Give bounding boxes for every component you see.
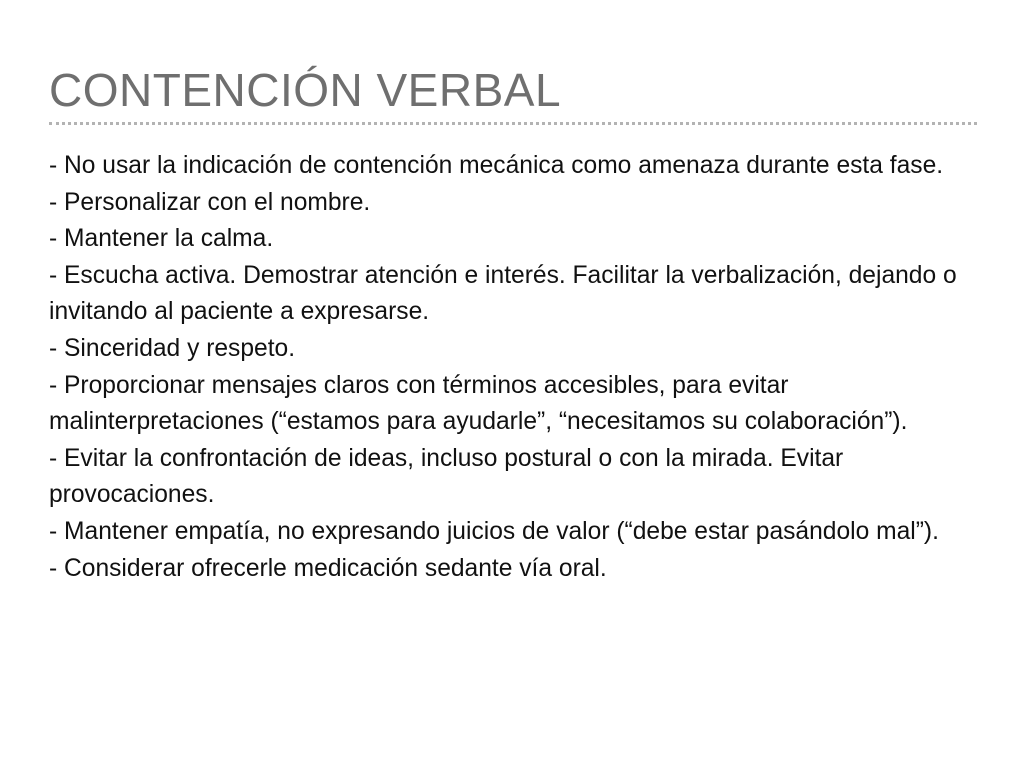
list-item: - Mantener empatía, no expresando juicios de valor (“debe estar pasándolo mal”). [49, 517, 939, 545]
list-item: - Considerar ofrecerle medicación sedante vía oral. [49, 554, 607, 582]
list-item: - Mantener la calma. [49, 225, 274, 253]
list-item: - Personalizar con el nombre. [49, 188, 371, 216]
slide-title: CONTENCIÓN VERBAL [49, 64, 562, 116]
list-item: - Evitar la confrontación de ideas, incluso postural o con la mirada. Evitar provocaciones. [49, 444, 844, 509]
list-item: - Proporcionar mensajes claros con términos accesibles, para evitar malinterpretaciones (“estamos para ayudarle”, “necesitamos su colaboración”). [49, 371, 908, 436]
list-item: - Escucha activa. Demostrar atención e interés. Facilitar la verbalización, dejando o invitando al paciente a expresarse. [49, 261, 957, 326]
list-item: - Sinceridad y respeto. [49, 334, 296, 362]
bullet-list [49, 148, 979, 587]
list-item: - No usar la indicación de contención mecánica como amenaza durante esta fase. [49, 152, 944, 179]
title-divider [49, 122, 977, 125]
